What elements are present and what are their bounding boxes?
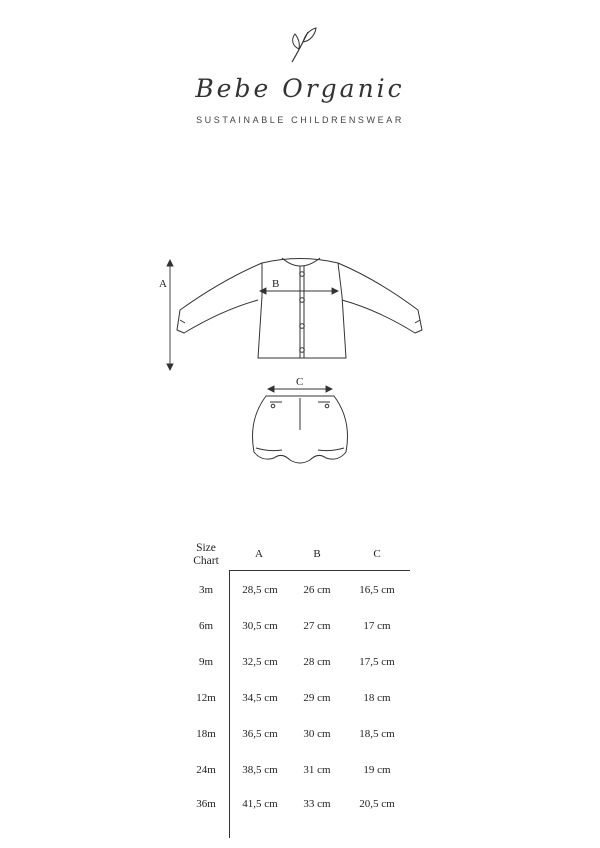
column-header-a: A: [255, 548, 263, 560]
cell-c: 20,5 cm: [359, 798, 395, 810]
cell-a: 41,5 cm: [242, 798, 278, 810]
size-label: 3m: [198, 584, 214, 596]
size-label: 12m: [196, 692, 216, 704]
cell-c: 16,5 cm: [359, 584, 395, 596]
size-label: 9m: [198, 656, 214, 668]
column-header-b: B: [313, 548, 321, 560]
dimension-label-a: A: [159, 278, 167, 290]
cell-a: 32,5 cm: [242, 656, 278, 668]
dimension-label-c: C: [296, 376, 304, 388]
table-divider-horizontal: [229, 570, 410, 571]
cell-c: 18 cm: [363, 692, 391, 704]
cell-b: 30 cm: [303, 728, 331, 740]
brand-name: Bebe Organic: [195, 74, 405, 103]
cell-a: 36,5 cm: [242, 728, 278, 740]
size-label: 6m: [198, 620, 214, 632]
size-chart-title: Size Chart: [193, 542, 219, 567]
cell-a: 38,5 cm: [242, 764, 278, 776]
cell-b: 29 cm: [303, 692, 331, 704]
cell-c: 18,5 cm: [359, 728, 395, 740]
cell-b: 27 cm: [303, 620, 331, 632]
cell-a: 30,5 cm: [242, 620, 278, 632]
dimension-label-b: B: [272, 278, 280, 290]
size-label: 24m: [196, 764, 216, 776]
cell-b: 26 cm: [303, 584, 331, 596]
cell-c: 17,5 cm: [359, 656, 395, 668]
cell-b: 28 cm: [303, 656, 331, 668]
cell-a: 34,5 cm: [242, 692, 278, 704]
size-label: 36m: [196, 798, 216, 810]
cell-b: 33 cm: [303, 798, 331, 810]
cell-a: 28,5 cm: [242, 584, 278, 596]
cell-c: 17 cm: [363, 620, 391, 632]
cell-b: 31 cm: [303, 764, 331, 776]
size-label: 18m: [196, 728, 216, 740]
column-header-c: C: [373, 548, 381, 560]
brand-tagline: SUSTAINABLE CHILDRENSWEAR: [196, 115, 404, 125]
cell-c: 19 cm: [363, 764, 391, 776]
